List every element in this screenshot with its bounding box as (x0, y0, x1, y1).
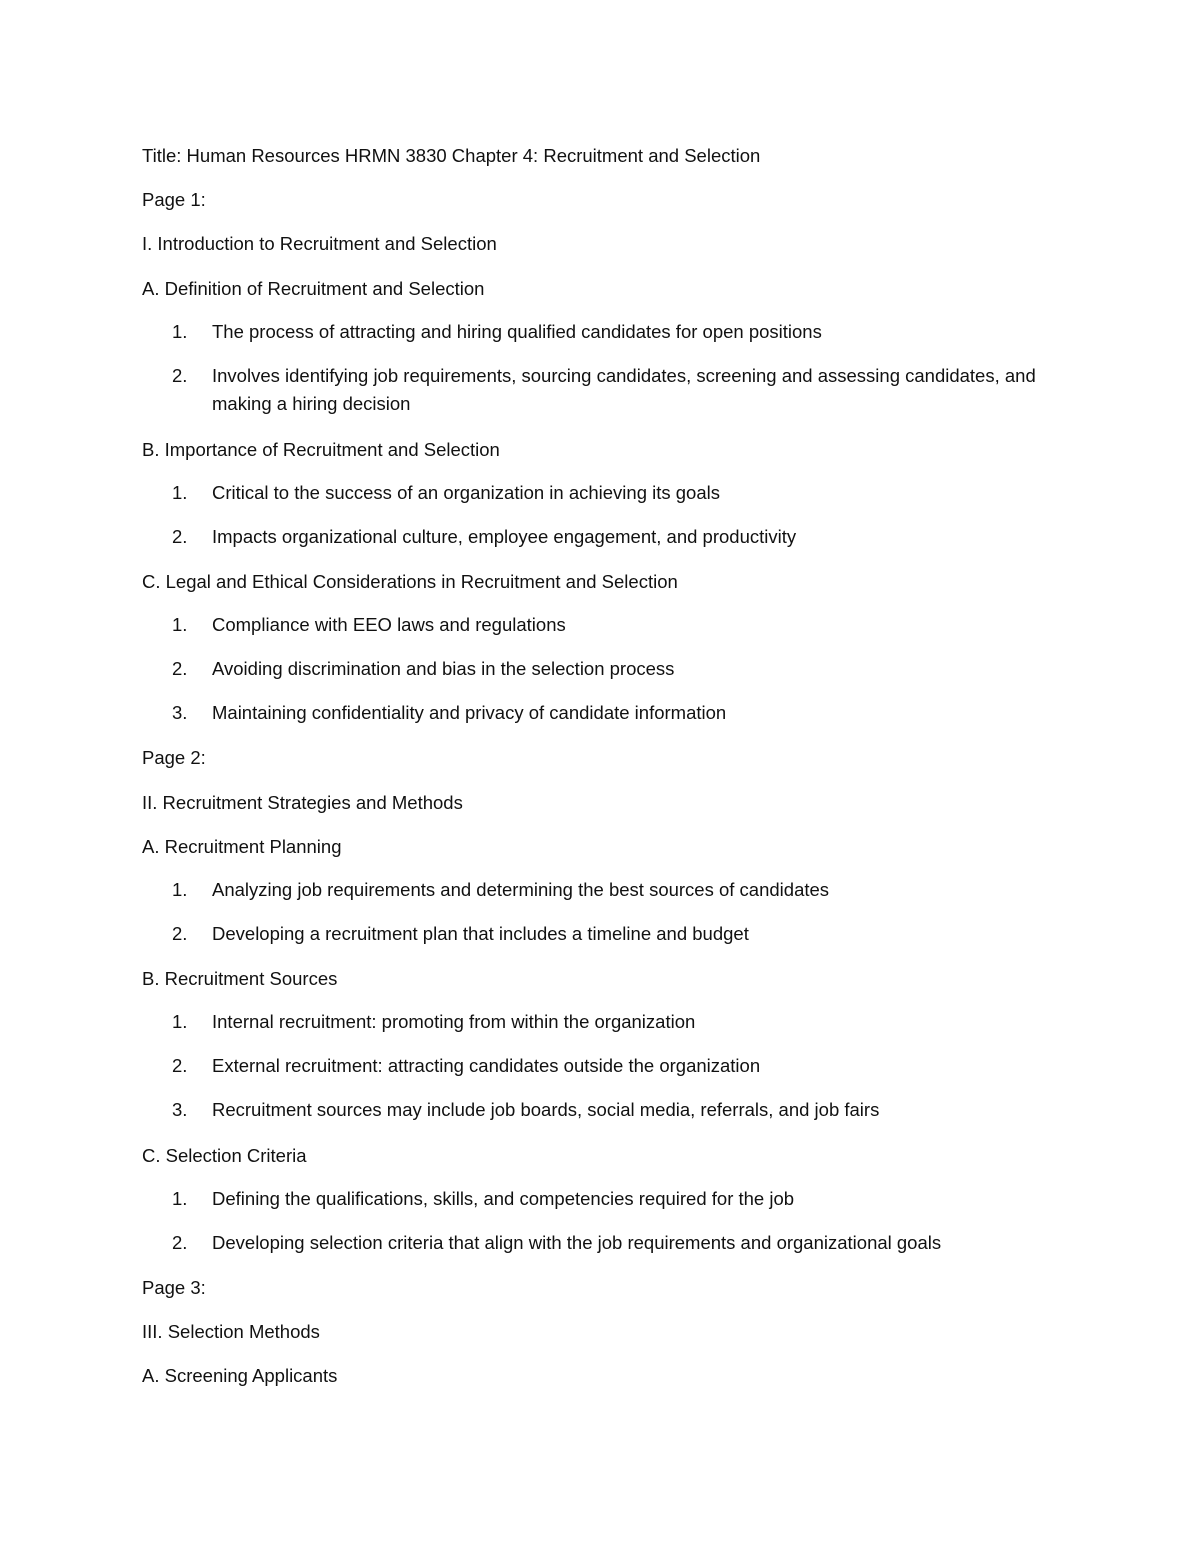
list-number: 1. (172, 879, 188, 900)
list-item (172, 318, 1062, 346)
list-text: Internal recruitment: promoting from within the organization (212, 1011, 696, 1032)
list-item (172, 1008, 1062, 1036)
page-label: Page 1: (142, 189, 206, 210)
list-number: 2. (172, 526, 188, 547)
list-number: 3. (172, 1099, 188, 1120)
page-label: Page 3: (142, 1277, 206, 1298)
subsection-heading: C. Selection Criteria (142, 1145, 307, 1166)
subsection-heading: A. Recruitment Planning (142, 836, 342, 857)
list-text: Impacts organizational culture, employee engagement, and productivity (212, 526, 797, 547)
subsection-heading: A. Definition of Recruitment and Selection (142, 278, 485, 299)
list-number: 2. (172, 1232, 188, 1253)
list-text: Developing selection criteria that align with the job requirements and organizational goals (212, 1232, 942, 1253)
list-item (172, 1052, 1062, 1080)
list-text: Maintaining confidentiality and privacy of candidate information (212, 702, 727, 723)
list-item (172, 1185, 1062, 1213)
list-item (172, 479, 1062, 507)
list-item (172, 611, 1062, 639)
subsection-heading: A. Screening Applicants (142, 1365, 338, 1386)
list-number: 1. (172, 1011, 188, 1032)
list-number: 1. (172, 482, 188, 503)
list-item (172, 523, 1062, 551)
list-number: 1. (172, 321, 188, 342)
list-text: Analyzing job requirements and determining the best sources of candidates (212, 879, 830, 900)
list-text: Avoiding discrimination and bias in the selection process (212, 658, 675, 679)
subsection-heading: B. Recruitment Sources (142, 968, 338, 989)
list-text: Critical to the success of an organization in achieving its goals (212, 482, 720, 503)
section-heading: I. Introduction to Recruitment and Selection (142, 233, 497, 254)
list-text: The process of attracting and hiring qualified candidates for open positions (212, 321, 822, 342)
list-number: 1. (172, 614, 188, 635)
list-text: External recruitment: attracting candidates outside the organization (212, 1055, 761, 1076)
list-text: Compliance with EEO laws and regulations (212, 614, 566, 635)
list-item (172, 876, 1062, 904)
page-label: Page 2: (142, 747, 206, 768)
list-number: 2. (172, 923, 188, 944)
list-number: 3. (172, 702, 188, 723)
section-heading: III. Selection Methods (142, 1321, 320, 1342)
list-number: 1. (172, 1188, 188, 1209)
list-text: Recruitment sources may include job boards, social media, referrals, and job fairs (212, 1099, 880, 1120)
list-item (172, 1096, 1062, 1124)
list-number: 2. (172, 1055, 188, 1076)
list-item (172, 362, 1062, 418)
list-text: Developing a recruitment plan that includes a timeline and budget (212, 923, 749, 944)
list-item (172, 1229, 1062, 1257)
list-number: 2. (172, 658, 188, 679)
list-item (172, 920, 1062, 948)
document-title: Title: Human Resources HRMN 3830 Chapter 4: Recruitment and Selection (142, 145, 761, 166)
list-number: 2. (172, 365, 188, 386)
section-heading: II. Recruitment Strategies and Methods (142, 792, 463, 813)
list-item (172, 699, 1062, 727)
list-item (172, 655, 1062, 683)
subsection-heading: B. Importance of Recruitment and Selection (142, 439, 500, 460)
subsection-heading: C. Legal and Ethical Considerations in Recruitment and Selection (142, 571, 678, 592)
list-text: Involves identifying job requirements, sourcing candidates, screening and assessing candidates, and making a hiring decision (212, 365, 1036, 414)
list-text: Defining the qualifications, skills, and competencies required for the job (212, 1188, 795, 1209)
